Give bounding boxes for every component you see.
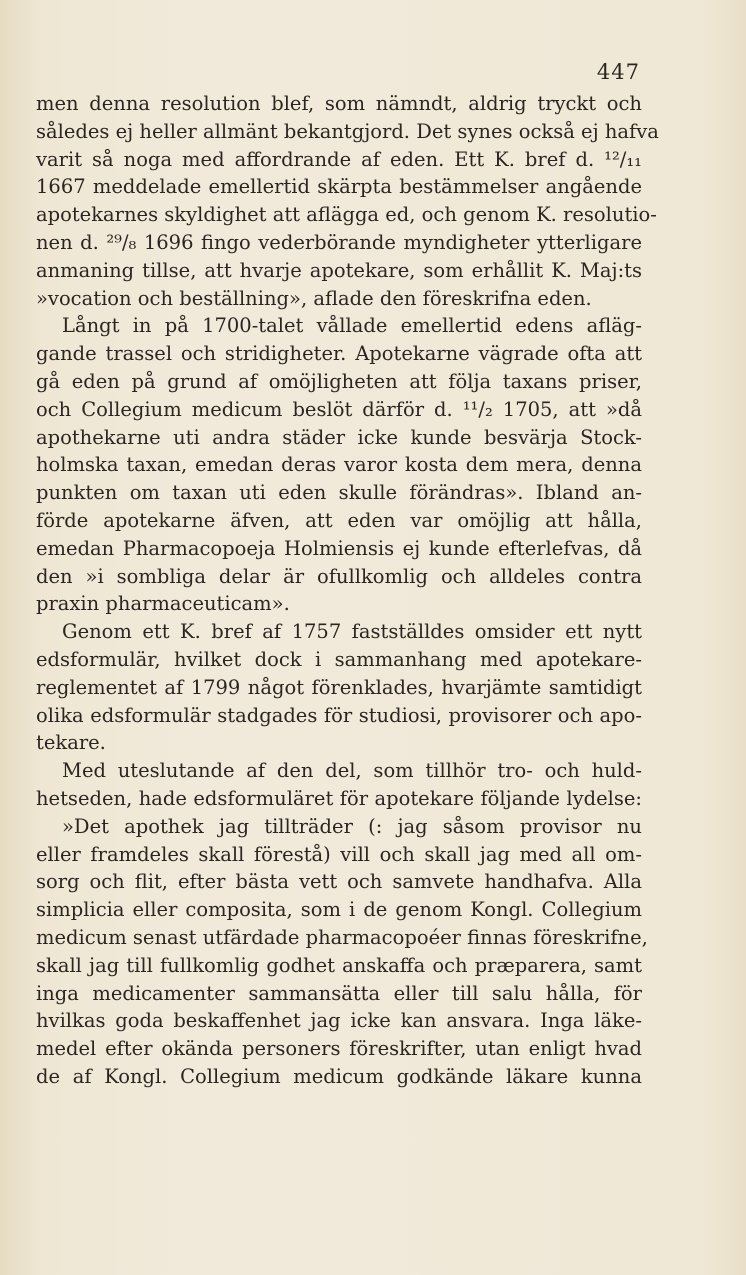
text-line: olika edsformulär stadgades för studiosi, provisorer och apo- xyxy=(36,703,642,727)
text-line: »vocation och beställning», aflade den föreskrifna eden. xyxy=(36,286,592,310)
text-line: Genom ett K. bref af 1757 fastställdes omsider ett nytt xyxy=(62,620,642,644)
text-line: medicum senast utfärdade pharmacopoéer finnas föreskrifne, xyxy=(36,925,648,949)
text-line: inga medicamenter sammansätta eller till salu hålla, för xyxy=(36,981,642,1005)
text-line: 1667 meddelade emellertid skärpta bestämmelser angående xyxy=(36,175,642,199)
page-number: 447 xyxy=(596,60,640,84)
text-line: gande trassel och stridigheter. Apotekarne vägrade ofta att xyxy=(36,342,642,366)
text-line: de af Kongl. Collegium medicum godkände läkare kunna xyxy=(36,1064,642,1088)
text-line: men denna resolution blef, som nämndt, aldrig tryckt och xyxy=(36,92,642,115)
text-line: edsformulär, hvilket dock i sammanhang med apotekare- xyxy=(36,647,642,671)
text-line: gå eden på grund af omöjligheten att följa taxans priser, xyxy=(36,369,642,393)
text-line: skall jag till fullkomlig godhet anskaffa och præparera, samt xyxy=(36,953,642,977)
body-text xyxy=(36,90,659,1091)
text-line: förde apotekarne äfven, att eden var omöjlig att hålla, xyxy=(36,508,642,532)
text-line: och Collegium medicum beslöt därför d. ¹¹/₂ 1705, att »då xyxy=(36,397,642,421)
text-line: punkten om taxan uti eden skulle förändras». Ibland an- xyxy=(36,481,642,505)
text-line: apothekarne uti andra städer icke kunde besvärja Stock- xyxy=(36,425,642,449)
text-line: Med uteslutande af den del, som tillhör tro- och huld- xyxy=(62,759,642,783)
text-line: nen d. ²⁹/₈ 1696 fingo vederbörande myndigheter ytterligare xyxy=(36,230,642,254)
text-line: »Det apothek jag tillträder (: jag såsom provisor nu xyxy=(62,814,642,838)
text-line: hvilkas goda beskaffenhet jag icke kan ansvara. Inga läke- xyxy=(36,1009,642,1033)
text-line: således ej heller allmänt bekantgjord. Det synes också ej hafva xyxy=(36,119,659,143)
text-line: sorg och flit, efter bästa vett och samvete handhafva. Alla xyxy=(36,870,642,894)
text-line: simplicia eller composita, som i de genom Kongl. Collegium xyxy=(36,898,642,922)
text-line: anmaning tillse, att hvarje apotekare, som erhållit K. Maj:ts xyxy=(36,258,642,282)
text-line: praxin pharmaceuticam». xyxy=(36,592,290,616)
text-line: reglementet af 1799 något förenklades, hvarjämte samtidigt xyxy=(36,675,642,699)
text-line: den »i sombliga delar är ofullkomlig och alldeles contra xyxy=(36,564,642,588)
text-line: emedan Pharmacopoeja Holmiensis ej kunde efterlefvas, då xyxy=(36,536,642,560)
text-line: medel efter okända personers föreskrifter, utan enligt hvad xyxy=(36,1037,642,1061)
text-line: eller framdeles skall förestå) vill och skall jag med all om- xyxy=(36,842,642,866)
text-line: Långt in på 1700-talet vållade emellertid edens afläg- xyxy=(62,314,642,338)
text-line: holmska taxan, emedan deras varor kosta dem mera, denna xyxy=(36,453,642,477)
text-line: tekare. xyxy=(36,731,106,755)
text-line: apotekarnes skyldighet att aflägga ed, och genom K. resolutio- xyxy=(36,203,657,227)
text-line: hetseden, hade edsformuläret för apotekare följande lydelse: xyxy=(36,786,642,810)
text-line: varit så noga med affordrande af eden. Ett K. bref d. ¹²/₁₁ xyxy=(36,147,642,171)
